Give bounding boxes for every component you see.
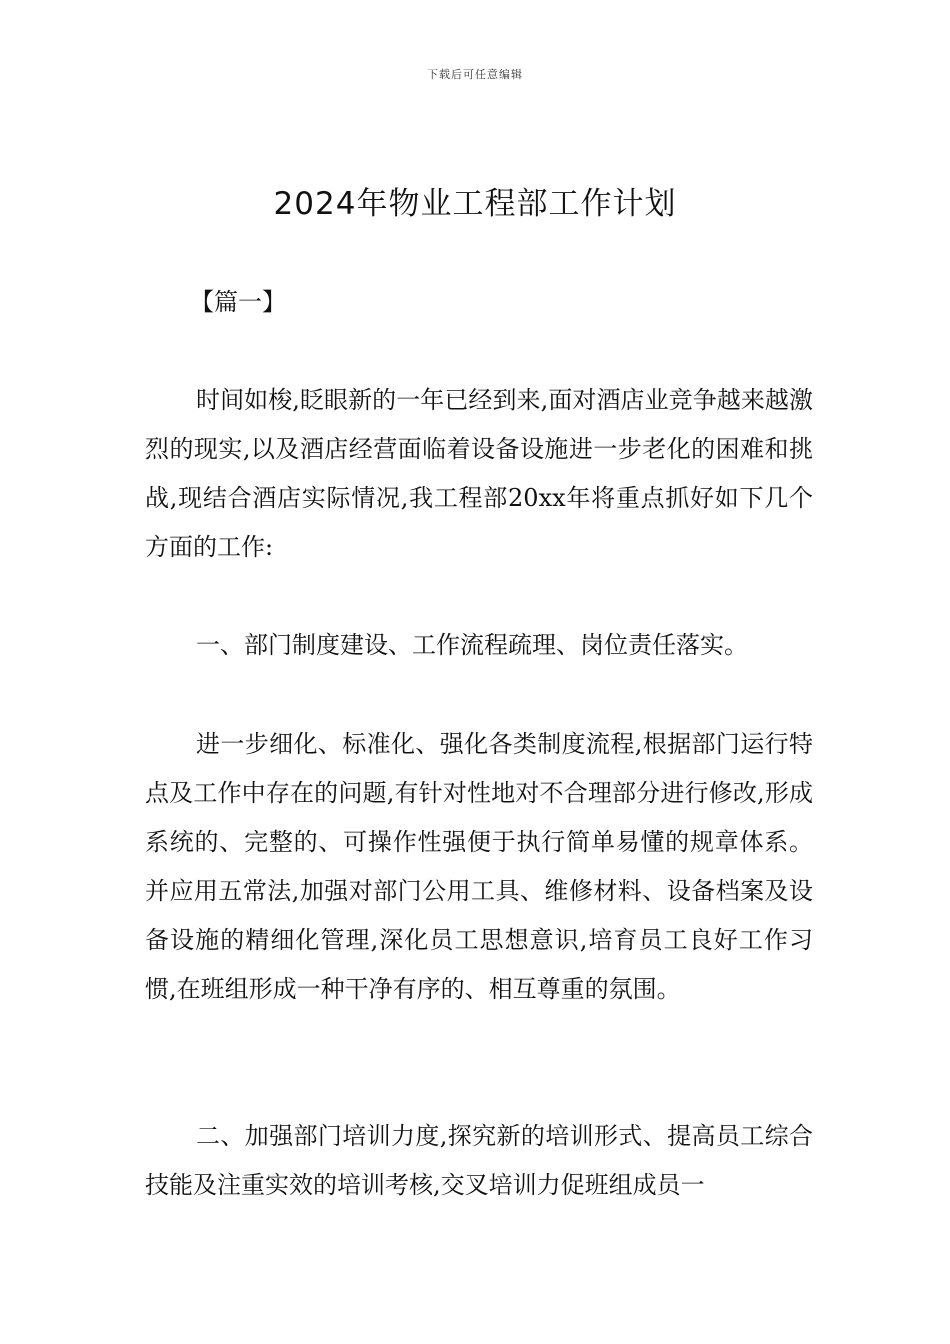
paragraph-heading-one: 一、部门制度建设、工作流程疏理、岗位责任落实。 <box>196 631 748 659</box>
paragraph-body-one: 进一步细化、标准化、强化各类制度流程,根据部门运行特点及工作中存在的问题,有针对性地对不合理部分进行修改,形成系统的、完整的、可操作性强便于执行简单易懂的规章体系。并应用五常法,加强对部门公用工具、维修材料、设备档案及设备设施的精细化管理,深化员工思想意识,培育员工良好工作习惯,在班组形成一种干净有序的、相互尊重的氛围。 <box>145 730 813 1003</box>
paragraph-heading-two: 二、加强部门培训力度,探究新的培训形式、提高员工综合技能及注重实效的培训考核,交叉培训力促班组成员一 <box>145 1122 813 1199</box>
document-title: 2024年物业工程部工作计划 <box>273 186 677 222</box>
header-note: 下载后可任意编辑 <box>427 68 523 81</box>
section-label: 【篇一】 <box>190 288 286 316</box>
paragraph-intro: 时间如梭,眨眼新的一年已经到来,面对酒店业竞争越来越激烈的现实,以及酒店经营面临着设备设施进一步老化的困难和挑战,现结合酒店实际情况,我工程部20xx年将重点抓好如下几个方面的工作: <box>145 386 813 561</box>
